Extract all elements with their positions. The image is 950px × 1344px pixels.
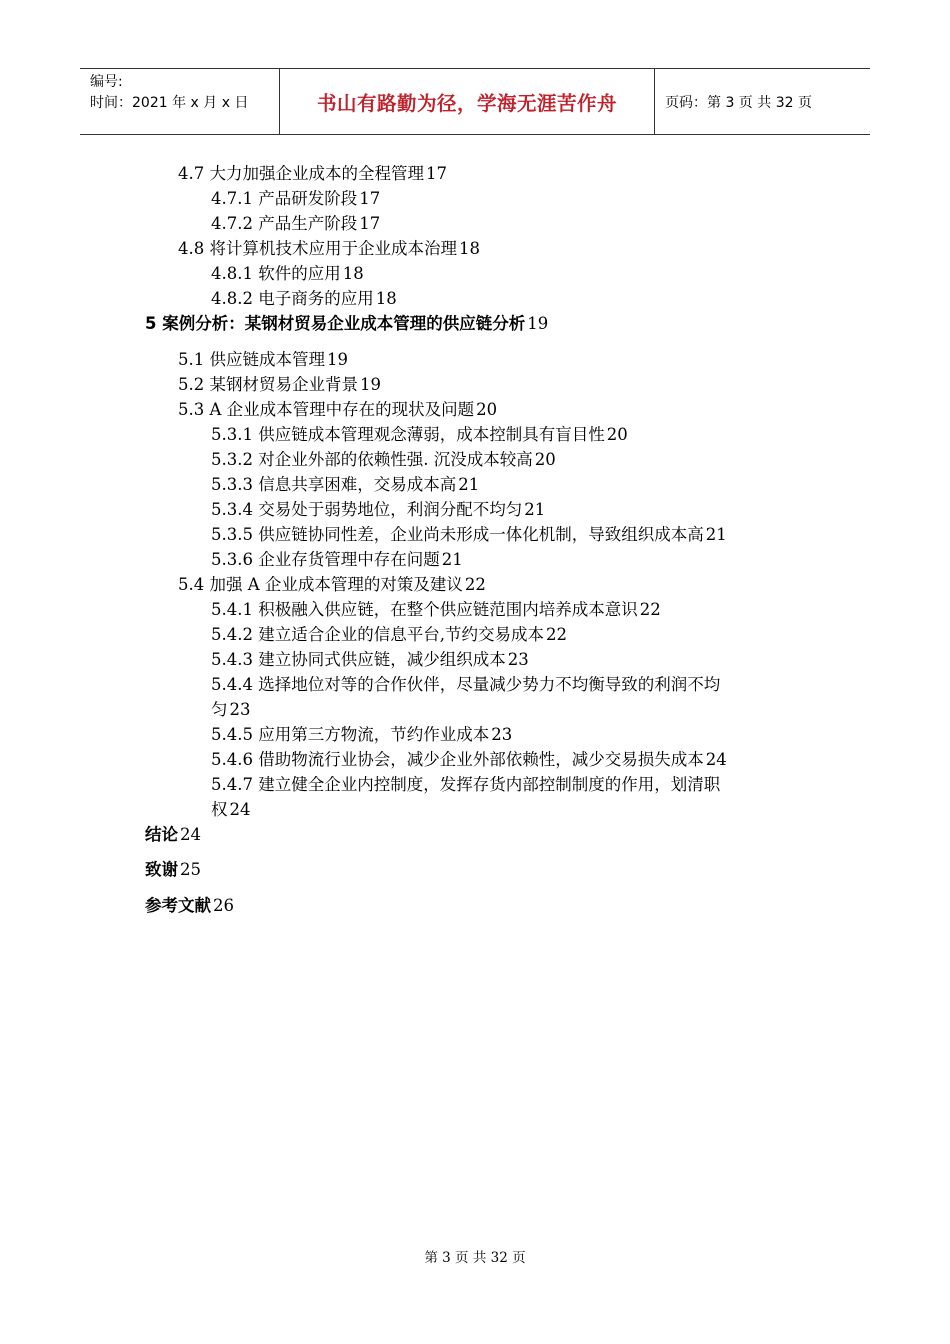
toc-entry-page: 19 <box>327 350 348 369</box>
toc-entry-title: 4.8.2 电子商务的应用 <box>211 289 374 308</box>
toc-entry-page: 24 <box>180 825 201 844</box>
page-header <box>80 68 870 135</box>
toc-entry-title: 4.8.1 软件的应用 <box>211 264 341 283</box>
toc-entry-page: 18 <box>342 264 364 283</box>
toc-entry-title: 5 案例分析：某钢材贸易企业成本管理的供应链分析 <box>145 314 526 333</box>
toc-entry-title: 5.3.5 供应链协同性差，企业尚未形成一体化机制，导致组织成本高 <box>211 525 704 544</box>
toc-entry-page: 20 <box>606 425 628 444</box>
toc-entry-title: 5.3.1 供应链成本管理观念薄弱，成本控制具有盲目性 <box>211 425 605 444</box>
toc-entry-title: 权 <box>211 800 228 819</box>
toc-entry-title: 5.1 供应链成本管理 <box>178 350 325 369</box>
toc-entry-page: 17 <box>359 214 381 233</box>
toc-entry-page: 20 <box>476 400 498 419</box>
toc-entry-wrapped-title[interactable]: 5.4.4 选择地位对等的合作伙伴，尽量减少势力不均衡导致的利润不均 <box>211 675 721 694</box>
toc-entry-page: 19 <box>360 375 381 394</box>
toc-entry-title: 5.3.4 交易处于弱势地位，利润分配不均匀 <box>211 500 523 519</box>
toc-entry-title: 5.3 A 企业成本管理中存在的现状及问题 <box>178 400 475 419</box>
toc-entry-page: 22 <box>639 600 661 619</box>
toc-entry-title: 致谢 <box>145 860 178 879</box>
toc-entry-page: 18 <box>375 289 397 308</box>
header-info-cell <box>80 69 280 134</box>
toc-entry-page: 20 <box>534 450 556 469</box>
toc-entry-page: 24 <box>229 800 251 819</box>
toc-entry-title: 5.3.6 企业存货管理中存在问题 <box>211 550 440 569</box>
toc-entry-title: 4.7.2 产品生产阶段 <box>211 214 358 233</box>
toc-entry-title: 5.3.3 信息共享困难，交易成本高 <box>211 475 457 494</box>
document-time-label: 时间：2021 年 x 月 x 日 <box>90 95 249 111</box>
toc-entry-title: 4.7 大力加强企业成本的全程管理 <box>178 164 424 183</box>
toc-entry-page: 17 <box>359 189 381 208</box>
toc-entry-title: 5.3.2 对企业外部的依赖性强. 沉没成本较高 <box>211 450 533 469</box>
toc-entry-page: 25 <box>180 860 201 879</box>
toc-entry-page: 21 <box>458 475 480 494</box>
toc-entry-title: 5.4.6 借助物流行业协会，减少企业外部依赖性，减少交易损失成本 <box>211 750 704 769</box>
toc-entry-title: 5.4.3 建立协同式供应链，减少组织成本 <box>211 650 506 669</box>
toc-entry-title: 5.4.1 积极融入供应链，在整个供应链范围内培养成本意识 <box>211 600 638 619</box>
toc-entry-title: 5.2 某钢材贸易企业背景 <box>178 375 358 394</box>
header-motto: 书山有路勤为径，学海无涯苦作舟 <box>280 69 655 134</box>
toc-entry-title: 参考文献 <box>145 896 211 915</box>
toc-entry-page: 17 <box>426 164 447 183</box>
toc-entry-page: 19 <box>527 314 549 333</box>
toc-entry-page: 21 <box>441 550 463 569</box>
toc-entry-title: 4.7.1 产品研发阶段 <box>211 189 358 208</box>
toc-entry-page: 23 <box>491 725 513 744</box>
document-number-label: 编号: <box>90 74 123 90</box>
page-footer: 第 3 页 共 32 页 <box>424 1250 526 1266</box>
header-page-label: 页码：第 3 页 共 32 页 <box>665 94 812 111</box>
toc-entry-page: 23 <box>229 700 251 719</box>
toc-entry-title: 5.4.2 建立适合企业的信息平台,节约交易成本 <box>211 625 544 644</box>
toc-entry-page: 21 <box>705 525 727 544</box>
toc-entry-title: 5.4 加强 A 企业成本管理的对策及建议 <box>178 575 463 594</box>
toc-entry-title: 5.4.5 应用第三方物流，节约作业成本 <box>211 725 490 744</box>
toc-entry-wrapped-title[interactable]: 5.4.7 建立健全企业内控制度，发挥存货内部控制制度的作用，划清职 <box>211 775 721 794</box>
toc-entry-title: 4.8 将计算机技术应用于企业成本治理 <box>178 239 457 258</box>
toc-entry-title: 结论 <box>145 825 178 844</box>
toc-entry-page: 22 <box>464 575 486 594</box>
toc-entry-page: 22 <box>545 625 567 644</box>
toc-entry-page: 23 <box>507 650 529 669</box>
toc-entry-title: 匀 <box>211 700 228 719</box>
toc-entry-page: 24 <box>705 750 727 769</box>
toc-entry-page: 21 <box>524 500 546 519</box>
toc-entry-page: 26 <box>213 896 234 915</box>
toc-entry-page: 18 <box>459 239 480 258</box>
